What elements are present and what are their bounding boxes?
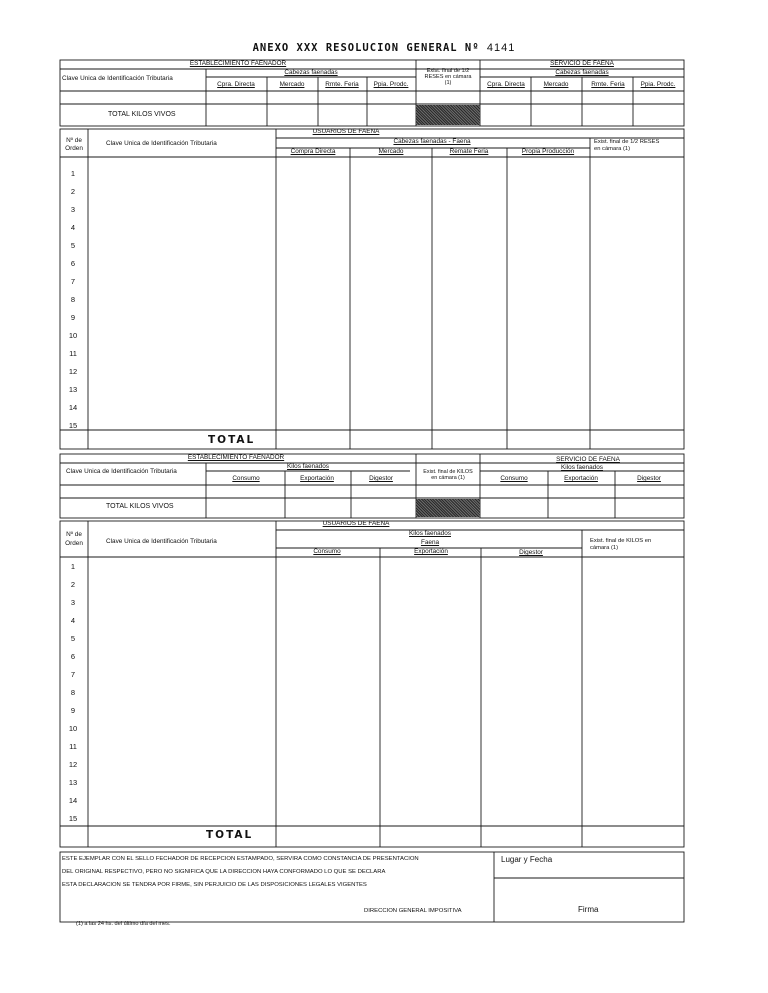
col-consumo-2: Consumo — [232, 475, 260, 482]
u2-existencia-a: Exist. final de KILOS en — [590, 538, 652, 544]
serv-faena-header-1: SERVICIO DE FAENA — [550, 60, 614, 67]
row-number: 2 — [70, 187, 76, 196]
serv-col-rmte-feria-1: Rmte. Feria — [591, 81, 625, 88]
kilos-label-2: Kilos faenados — [287, 463, 329, 470]
row-number: 11 — [69, 349, 77, 358]
col-ppia-prodc-1: Ppia. Prodc. — [373, 81, 409, 88]
serv-col-cpra-directa-1: Cpra. Directa — [487, 81, 525, 88]
row-number: 10 — [68, 724, 78, 733]
row-number: 3 — [70, 205, 76, 214]
col-mercado-1: Mercado — [279, 81, 305, 88]
serv-kilos-label-2: Kilos faenados — [561, 464, 603, 471]
shaded-cell-section2 — [416, 499, 480, 517]
orden-label-2b: Orden — [65, 540, 83, 547]
cuit-label-2: Clave Unica de Identificación Tributaria — [66, 468, 177, 475]
col-exportacion-2: Exportación — [300, 475, 334, 482]
row-number: 14 — [68, 796, 78, 805]
col-digestor-2: Digestor — [369, 475, 393, 482]
faena-label-u2: Faena — [420, 539, 440, 546]
serv-faena-header-2: SERVICIO DE FAENA — [556, 456, 620, 463]
lugar-fecha-label: Lugar y Fecha — [501, 855, 553, 864]
usuarios-header-1: USUARIOS DE FAENA — [312, 128, 380, 135]
u1-existencia-b: en cámara (1) — [594, 146, 631, 152]
u1-col-remate-feria: Remate Feria — [449, 148, 489, 155]
row-number: 12 — [68, 760, 78, 769]
row-number: 9 — [70, 313, 76, 322]
existencia-label-1b: RESES en cámara — [424, 74, 472, 80]
cabezas-faena-label-1: Cabezas faenadas - Faena — [393, 138, 471, 145]
direccion-general: DIRECCION GENERAL IMPOSITIVA — [364, 908, 462, 914]
row-number: 5 — [70, 241, 76, 250]
total-kilos-vivos-1: TOTAL KILOS VIVOS — [108, 111, 176, 118]
row-number: 10 — [68, 331, 78, 340]
row-number: 15 — [68, 814, 78, 823]
serv-col-ppia-prodc-1: Ppia. Prodc. — [640, 81, 676, 88]
orden-label-1a: Nº de — [66, 137, 82, 144]
serv-col-consumo-2: Consumo — [500, 475, 528, 482]
shaded-cell-section1 — [416, 105, 480, 125]
row-number: 15 — [68, 421, 78, 430]
row-number: 8 — [70, 295, 76, 304]
firma-label: Firma — [578, 905, 599, 914]
row-number: 7 — [70, 277, 76, 286]
kilos-faenados-label-u2: Kilos faenados — [409, 530, 451, 537]
cabezas-label-1: Cabezas faenadas — [284, 69, 338, 76]
serv-col-digestor-2: Digestor — [637, 475, 661, 482]
row-number: 5 — [70, 634, 76, 643]
est-faenador-header-2: ESTABLECIMIENTO FAENADOR — [187, 454, 285, 461]
row-number: 12 — [68, 367, 78, 376]
serv-col-exportacion-2: Exportación — [564, 475, 598, 482]
title-text: ANEXO XXX RESOLUCION GENERAL Nº — [252, 42, 480, 54]
page-title — [253, 42, 516, 54]
footer-line-2: DEL ORIGINAL RESPECTIVO, PERO NO SIGNIFICA QUE LA DIRECCION HAYA CONFORMADO LO QUE SE DECLARA — [62, 869, 386, 875]
u2-existencia-b: cámara (1) — [590, 545, 619, 551]
total-label-1: TOTAL — [208, 434, 256, 446]
cuit-label-1: Clave Unica de Identificación Tributaria — [62, 75, 173, 82]
row-number: 14 — [68, 403, 78, 412]
serv-col-mercado-1: Mercado — [543, 81, 569, 88]
existencia-label-2b: en cámara (1) — [431, 475, 465, 481]
row-number: 6 — [70, 652, 76, 661]
orden-label-1b: Orden — [65, 145, 83, 152]
row-number: 9 — [70, 706, 76, 715]
row-number: 4 — [70, 223, 76, 232]
u1-col-mercado: Mercado — [378, 148, 404, 155]
row-number: 1 — [70, 169, 76, 178]
u2-col-digestor: Digestor — [519, 549, 543, 556]
row-number: 7 — [70, 670, 76, 679]
row-number: 4 — [70, 616, 76, 625]
row-number: 3 — [70, 598, 76, 607]
existencia-label-1c: (1) — [444, 80, 452, 86]
u1-col-propia-produccion: Propia Producción — [521, 148, 575, 155]
u1-col-compra-directa: Compra Directa — [290, 148, 336, 155]
resolution-number: 4141 — [486, 42, 516, 54]
est-faenador-header-1: ESTABLECIMIENTO FAENADOR — [189, 60, 287, 67]
serv-cabezas-label-1: Cabezas faenadas — [555, 69, 609, 76]
existencia-label-1a: Exist. final de 1/2 — [426, 68, 470, 74]
footer-line-3: ESTA DECLARACION SE TENDRA POR FIRME, SIN PERJUICIO DE LAS DISPOSICIONES LEGALES VIGENTES — [62, 882, 367, 888]
row-number: 1 — [70, 562, 76, 571]
footnote: (1) a las 24 hs. del último día del mes. — [76, 921, 171, 927]
existencia-label-2a: Exist. final de KILOS — [423, 469, 473, 475]
row-number: 6 — [70, 259, 76, 268]
total-kilos-vivos-2: TOTAL KILOS VIVOS — [106, 503, 174, 510]
row-number: 13 — [68, 385, 78, 394]
row-number: 13 — [68, 778, 78, 787]
col-cpra-directa-1: Cpra. Directa — [217, 81, 255, 88]
usuarios-cuit-label-1: Clave Unica de Identificación Tributaria — [106, 140, 217, 147]
total-label-2: TOTAL — [206, 829, 254, 841]
usuarios-cuit-label-2: Clave Unica de Identificación Tributaria — [106, 538, 217, 545]
row-number: 2 — [70, 580, 76, 589]
u2-col-consumo: Consumo — [313, 548, 341, 555]
col-rmte-feria-1: Rmte. Feria — [325, 81, 359, 88]
u1-existencia-a: Exist. final de 1/2 RESES — [594, 139, 660, 145]
footer-line-1: ESTE EJEMPLAR CON EL SELLO FECHADOR DE RECEPCION ESTAMPADO, SERVIRA COMO CONSTANCIA DE PRESENTACION — [62, 856, 419, 862]
row-number: 8 — [70, 688, 76, 697]
u2-col-exportacion: Exportación — [414, 548, 448, 555]
orden-label-2a: Nº de — [66, 531, 82, 538]
row-number: 11 — [69, 742, 77, 751]
usuarios-header-2: USUARIOS DE FAENA — [322, 520, 390, 527]
